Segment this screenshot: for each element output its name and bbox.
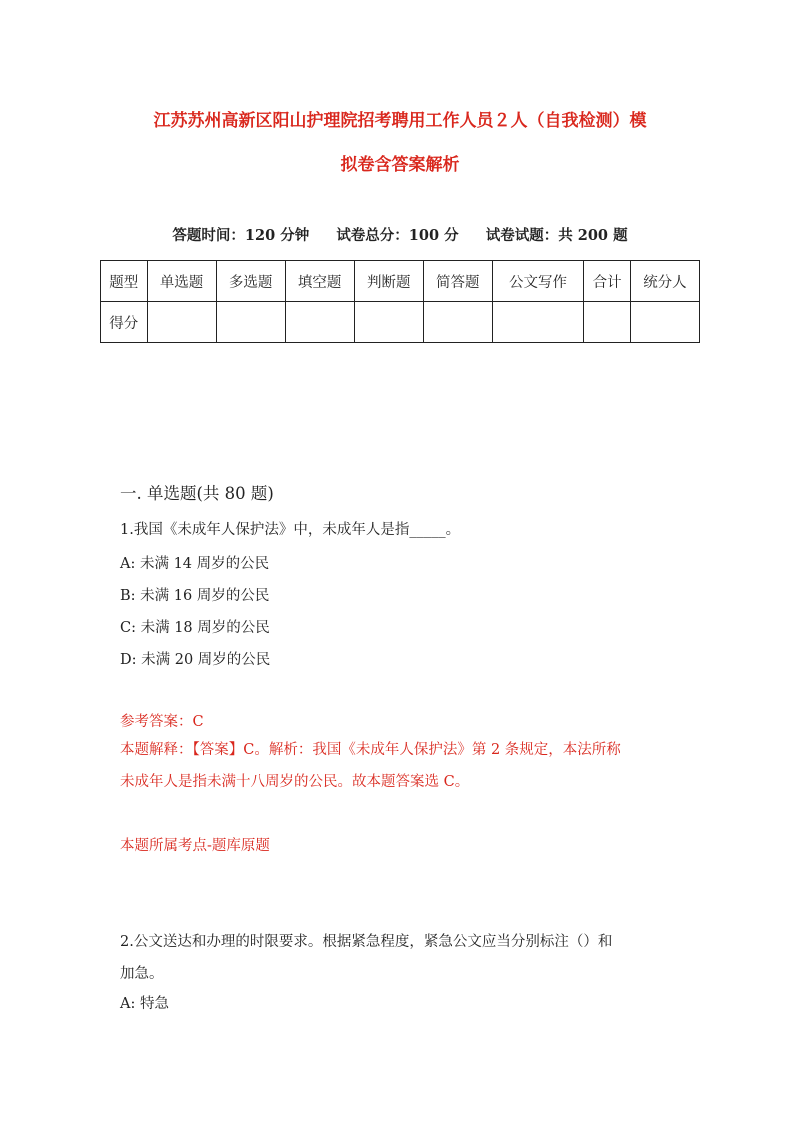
question-1-option-c: C: 未满 18 周岁的公民 — [120, 620, 270, 636]
score-cell — [354, 302, 423, 343]
score-cell — [423, 302, 492, 343]
question-1-answer: 参考答案：C — [120, 714, 204, 730]
exam-total-score: 试卷总分：100 分 — [336, 227, 459, 244]
header-cell: 公文写作 — [492, 261, 584, 302]
question-1-option-b: B: 未满 16 周岁的公民 — [120, 588, 270, 604]
document-title-line1: 江苏苏州高新区阳山护理院招考聘用工作人员２人（自我检测）模 — [153, 111, 647, 131]
question-1-option-d: D: 未满 20 周岁的公民 — [120, 652, 271, 668]
header-cell: 单选题 — [147, 261, 216, 302]
header-cell: 合计 — [584, 261, 631, 302]
score-table — [100, 260, 700, 343]
question-1-topic: 本题所属考点-题库原题 — [120, 838, 270, 854]
score-cell — [147, 302, 216, 343]
header-cell: 题型 — [101, 261, 148, 302]
score-cell — [584, 302, 631, 343]
score-row-label: 得分 — [101, 302, 148, 343]
score-cell — [285, 302, 354, 343]
question-1-option-a: A: 未满 14 周岁的公民 — [120, 556, 270, 572]
header-cell: 简答题 — [423, 261, 492, 302]
stem-line: 加急。 — [120, 966, 164, 982]
header-cell: 填空题 — [285, 261, 354, 302]
document-title-line2: 拟卷含答案解析 — [340, 155, 460, 175]
score-table-header-row — [101, 261, 700, 302]
header-cell: 多选题 — [216, 261, 285, 302]
analysis-line: 未成年人是指未满十八周岁的公民。故本题答案选 C。 — [120, 774, 470, 790]
question-2-stem — [120, 926, 680, 990]
exam-time: 答题时间：120 分钟 — [172, 227, 310, 244]
exam-question-count: 试卷试题：共 200 题 — [485, 227, 628, 244]
score-cell — [492, 302, 584, 343]
question-1-stem: 1.我国《未成年人保护法》中，未成年人是指_____。 — [120, 522, 461, 538]
analysis-line: 本题解释：【答案】C。解析：我国《未成年人保护法》第 2 条规定，本法所称 — [120, 742, 621, 758]
question-2-option-a: A: 特急 — [120, 996, 169, 1012]
header-cell: 统分人 — [630, 261, 699, 302]
header-cell: 判断题 — [354, 261, 423, 302]
score-cell — [216, 302, 285, 343]
score-table-score-row — [101, 302, 700, 343]
section-heading: 一. 单选题(共 80 题) — [120, 484, 274, 503]
score-cell — [630, 302, 699, 343]
stem-line: 2.公文送达和办理的时限要求。根据紧急程度，紧急公文应当分别标注（）和 — [120, 934, 613, 950]
question-1-analysis — [120, 734, 680, 798]
exam-meta — [100, 224, 700, 245]
